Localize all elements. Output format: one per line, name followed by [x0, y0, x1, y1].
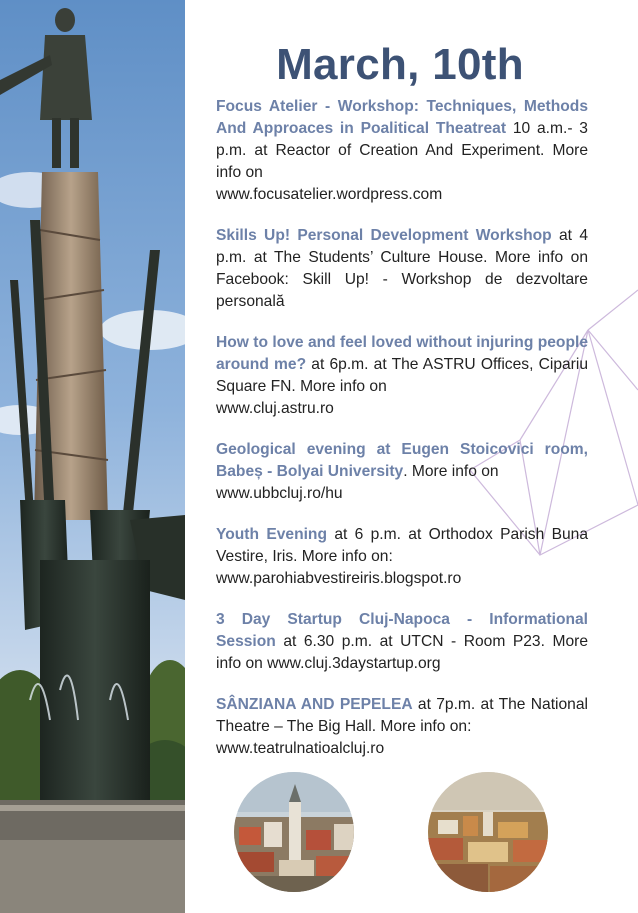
event-details: . More info on	[403, 463, 499, 480]
event-details: at 7p.m. at The National Theatre – The Big Hall. More info on:	[216, 696, 588, 735]
event-title: Geological evening at Eugen Stoicovici room, Babeș - Bolyai University	[216, 441, 588, 480]
city-photo-right	[428, 772, 548, 892]
event-details: 10 a.m.- 3 p.m. at Reactor of Creation And Experiment. More info on	[216, 120, 588, 181]
event-link[interactable]: www.parohiabvestireiris.blogspot.ro	[216, 570, 462, 587]
event-skills-up	[216, 225, 588, 313]
event-link[interactable]: www.ubbcluj.ro/hu	[216, 485, 343, 502]
event-title: Skills Up! Personal Development Workshop	[216, 227, 552, 244]
event-title: Focus Atelier - Workshop: Techniques, Methods And Approaces in Poalitical Theatreat	[216, 98, 588, 137]
event-details: at 6.30 p.m. at UTCN - Room P23. More info on www.cluj.3daystartup.org	[216, 633, 588, 672]
statue-photo	[0, 0, 185, 913]
event-link[interactable]: www.cluj.astru.ro	[216, 400, 334, 417]
city-photo-left	[234, 772, 354, 892]
event-3-day-startup	[216, 609, 588, 675]
event-list	[216, 96, 588, 779]
event-link[interactable]: www.focusatelier.wordpress.com	[216, 186, 443, 203]
event-title: 3 Day Startup Cluj-Napoca - Informational Session	[216, 611, 588, 650]
event-how-to-love	[216, 332, 588, 420]
event-geological-evening	[216, 439, 588, 505]
event-sanziana-pepelea	[216, 694, 588, 760]
event-focus-atelier	[216, 96, 588, 206]
event-title: How to love and feel loved without injuring people around me?	[216, 334, 588, 373]
event-title: SÂNZIANA AND PEPELEA	[216, 696, 413, 713]
event-details: at 6 p.m. at Orthodox Parish Buna Vestire, Iris. More info on:	[216, 526, 589, 565]
event-details: at 4 p.m. at The Students’ Culture House. More info on Facebook: Skill Up! - Workshop de dezvoltare personală	[216, 227, 588, 310]
event-details: at 6p.m. at The ASTRU Offices, Cipariu Square FN. More info on	[216, 356, 589, 395]
event-link[interactable]: www.teatrulnatioalcluj.ro	[216, 740, 385, 757]
event-youth-evening	[216, 524, 588, 590]
event-title: Youth Evening	[216, 526, 327, 543]
page-title: March, 10th	[276, 40, 524, 89]
